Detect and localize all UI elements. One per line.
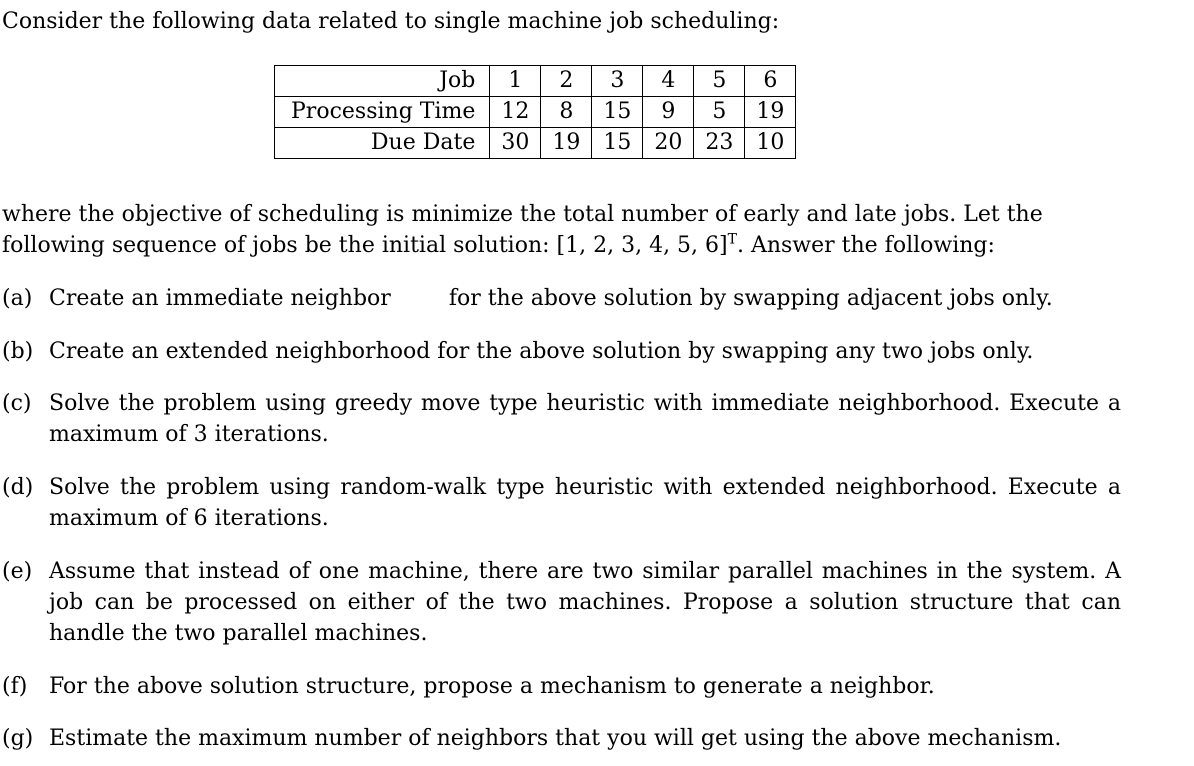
item-label: (d) bbox=[2, 475, 34, 500]
item-label: (e) bbox=[2, 559, 33, 584]
table-row-due-date bbox=[275, 128, 796, 159]
table-cell: 10 bbox=[745, 128, 796, 159]
item-text: Create an extended neighborhood for the above solution by swapping any two jobs only. bbox=[49, 339, 1034, 364]
item-text: Estimate the maximum number of neighbors that you will get using the above mechanism. bbox=[49, 726, 1062, 751]
item-label: (c) bbox=[2, 391, 32, 416]
table-cell: 1 bbox=[490, 66, 541, 97]
table-cell: 5 bbox=[694, 66, 745, 97]
item-label: (f) bbox=[2, 674, 28, 699]
item-text-part: for the above solution by swapping adjacent jobs only. bbox=[448, 286, 1053, 311]
table-cell: 20 bbox=[643, 128, 694, 159]
table-cell: 8 bbox=[541, 97, 592, 128]
table-cell: 15 bbox=[592, 97, 643, 128]
row-header: Due Date bbox=[275, 128, 490, 159]
item-label: (g) bbox=[2, 726, 34, 751]
table-cell: 4 bbox=[643, 66, 694, 97]
item-text: For the above solution structure, propose a mechanism to generate a neighbor. bbox=[49, 674, 935, 699]
table-cell: 30 bbox=[490, 128, 541, 159]
table-cell: 9 bbox=[643, 97, 694, 128]
table-cell: 23 bbox=[694, 128, 745, 159]
paragraph-text: . Answer the following: bbox=[736, 233, 995, 258]
item-label: (b) bbox=[2, 339, 34, 364]
objective-paragraph-line-2 bbox=[2, 230, 1122, 261]
item-text-part: Create an immediate neighbor bbox=[49, 286, 391, 311]
table-cell: 12 bbox=[490, 97, 541, 128]
table-cell: 6 bbox=[745, 66, 796, 97]
table-cell: 2 bbox=[541, 66, 592, 97]
item-text bbox=[49, 283, 1121, 314]
table-cell: 3 bbox=[592, 66, 643, 97]
table-cell: 19 bbox=[541, 128, 592, 159]
job-data-table bbox=[274, 65, 796, 159]
row-header: Processing Time bbox=[275, 97, 490, 128]
transpose-superscript: T bbox=[727, 231, 737, 248]
table-cell: 15 bbox=[592, 128, 643, 159]
item-text: Solve the problem using greedy move type heuristic with immediate neighborhood. Execute a maximum of 3 iterations. bbox=[49, 391, 1121, 447]
table-row-job bbox=[275, 66, 796, 97]
item-text: Solve the problem using random-walk type heuristic with extended neighborhood. Execute a maximum of 6 iterations. bbox=[49, 475, 1121, 531]
table-cell: 5 bbox=[694, 97, 745, 128]
objective-paragraph-line-1: where the objective of scheduling is minimize the total number of early and late jobs. Let the bbox=[2, 202, 1043, 227]
item-label: (a) bbox=[2, 286, 33, 311]
table-cell: 19 bbox=[745, 97, 796, 128]
table-row-processing-time bbox=[275, 97, 796, 128]
intro-text: Consider the following data related to single machine job scheduling: bbox=[2, 9, 780, 34]
row-header: Job bbox=[275, 66, 490, 97]
item-text: Assume that instead of one machine, there are two similar parallel machines in the system. A job can be processed on either of the two machines. Propose a solution structure that can handle the two parallel machines. bbox=[49, 559, 1121, 646]
paragraph-text: following sequence of jobs be the initial solution: [1, 2, 3, 4, 5, 6] bbox=[2, 233, 728, 258]
